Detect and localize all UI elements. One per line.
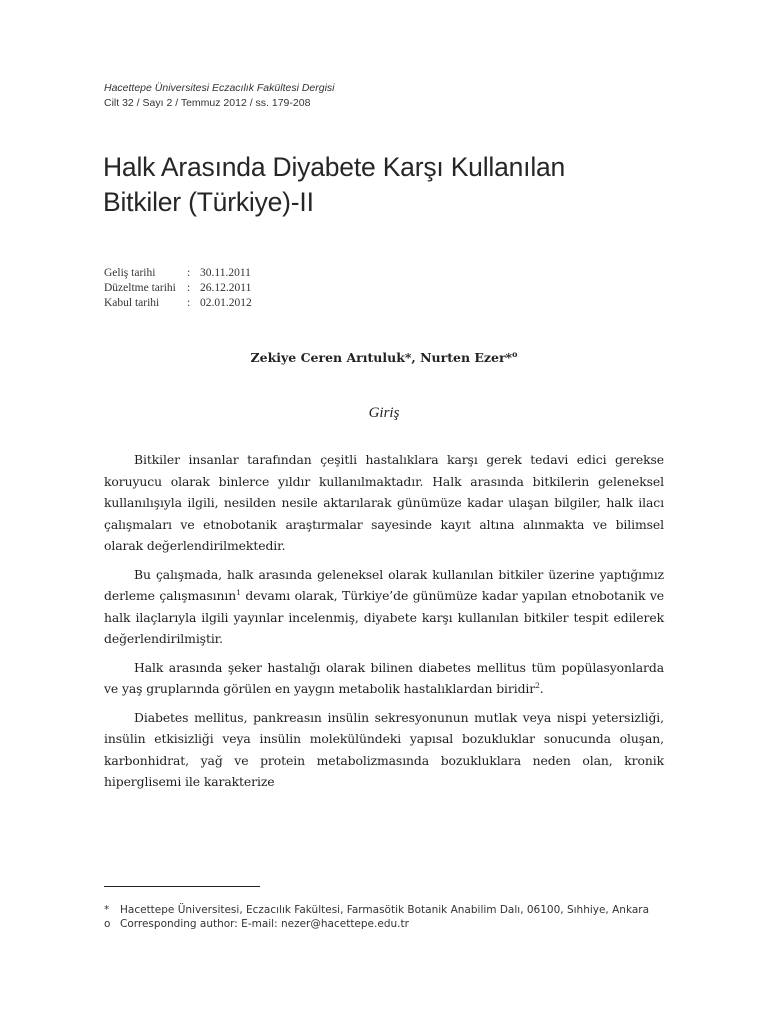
paragraph-text: devamı olarak, Türkiye’de günümüze kadar yapılan etnobotanik ve halk ilaçlarıyla ilgili yayınlar incelenmiş, diyabete karşı kullanılan bitkiler tespit edilerek değerlendirilmiştir. bbox=[104, 588, 664, 646]
date-separator: : bbox=[187, 267, 191, 279]
journal-name: Hacettepe Üniversitesi Eczacılık Fakültesi Dergisi bbox=[104, 82, 335, 94]
footnote bbox=[104, 917, 664, 931]
section-heading: Giriş bbox=[368, 405, 400, 421]
journal-header bbox=[104, 81, 664, 111]
title-line-1: Halk Arasında Diyabete Karşı Kullanılan bbox=[103, 152, 566, 182]
article-title bbox=[103, 150, 703, 220]
date-value: 02.01.2012 bbox=[200, 297, 252, 309]
paragraph-text: . bbox=[539, 681, 544, 696]
date-label: Kabul tarihi bbox=[104, 297, 160, 309]
footnotes bbox=[104, 903, 664, 931]
date-row-revised bbox=[104, 281, 404, 296]
journal-citation: Cilt 32 / Sayı 2 / Temmuz 2012 / ss. 179-208 bbox=[104, 97, 311, 109]
author-list bbox=[0, 349, 768, 365]
footnote-text: Hacettepe Üniversitesi, Eczacılık Fakültesi, Farmasötik Botanik Anabilim Dalı, 06100, Sıhhiye, Ankara bbox=[120, 904, 650, 916]
footnote-mark: * bbox=[104, 904, 110, 916]
date-label: Düzeltme tarihi bbox=[104, 282, 176, 294]
body-paragraph bbox=[104, 657, 664, 700]
reference-mark: 1 bbox=[236, 587, 241, 597]
body-paragraph: Diabetes mellitus, pankreasın insülin sekresyonunun mutlak veya nispi yetersizliği, insülin etkisizliği veya insülin molekülündeki yapısal bozukluklar sonucunda oluşan, karbonhidrat, yağ ve protein metabolizmasında bozukluklara neden olan, kronik hiperglisemi ile karakterize bbox=[104, 709, 664, 789]
paragraph-text: Bu çalışmada, halk arasında geleneksel olarak kullanılan bitkiler üzerine yaptığımız derleme çalışmasının bbox=[104, 566, 664, 603]
footnote bbox=[104, 903, 664, 917]
reference-mark: 2 bbox=[535, 680, 540, 690]
body-paragraph: Bitkiler insanlar tarafından çeşitli hastalıklara karşı gerek tedavi edici gerekse koruyucu olarak binlerce yıldır kullanılmaktadır. Halk arasında bitkilerin geleneksel kullanılışıyla ilgili, nesilden nesile aktarılarak günümüze kadar ulaşan bilgiler, halk ilacı çalışmaları ve etnobotanik araştırmalar sayesinde kayıt altına alınmakta ve bilimsel olarak değerlendirilmektedir. bbox=[104, 452, 664, 553]
body-paragraph bbox=[104, 564, 664, 650]
paragraph-text: Halk arasında şeker hastalığı olarak bilinen diabetes mellitus tüm popülasyonlarda ve yaş gruplarında görülen en yaygın metabolik hastalıklardan biridir bbox=[104, 659, 664, 696]
footnote-divider bbox=[104, 886, 260, 887]
footnote-text: Corresponding author: E-mail: nezer@hacettepe.edu.tr bbox=[120, 918, 409, 930]
date-value: 26.12.2011 bbox=[200, 282, 252, 294]
footnote-mark: o bbox=[104, 918, 111, 930]
corresponding-author-mark: o bbox=[512, 349, 518, 359]
submission-dates bbox=[104, 266, 404, 311]
article-body bbox=[104, 449, 664, 800]
date-row-accepted bbox=[104, 296, 404, 311]
date-separator: : bbox=[187, 282, 191, 294]
date-label: Geliş tarihi bbox=[104, 267, 156, 279]
date-value: 30.11.2011 bbox=[200, 267, 251, 279]
author-names: Zekiye Ceren Arıtuluk*, Nurten Ezer* bbox=[250, 350, 513, 366]
date-row-received bbox=[104, 266, 404, 281]
title-line-2: Bitkiler (Türkiye)-II bbox=[103, 187, 314, 217]
date-separator: : bbox=[187, 297, 191, 309]
